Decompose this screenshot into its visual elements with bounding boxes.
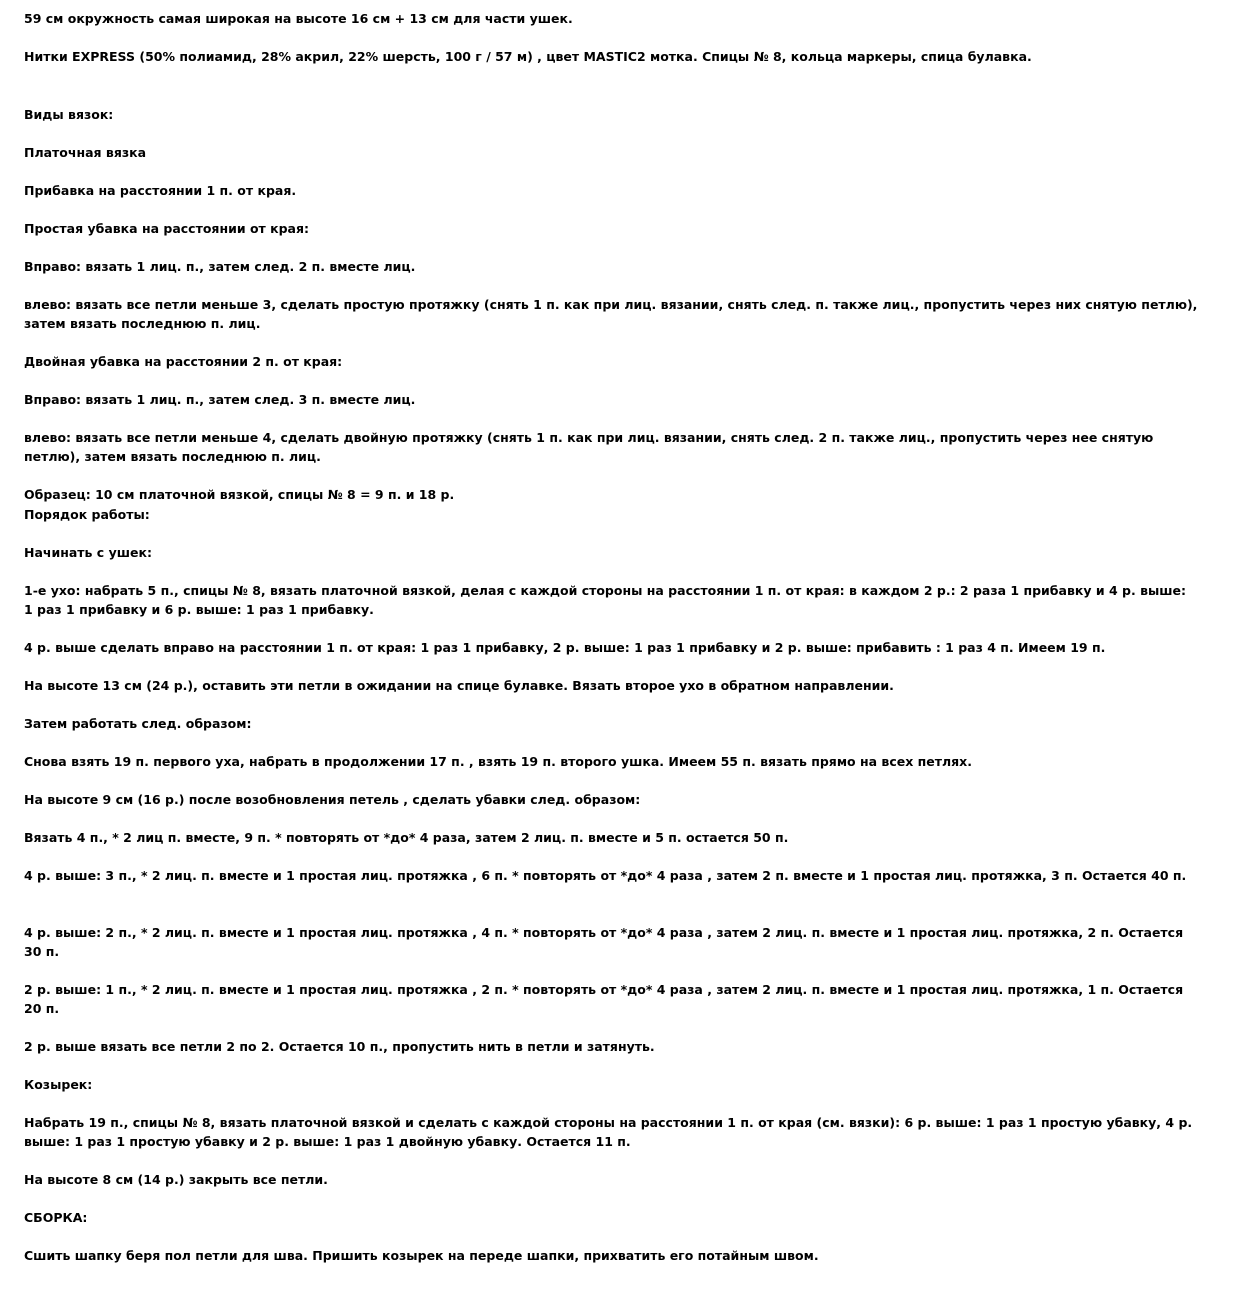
paragraph-garter-stitch: Платочная вязка: [24, 145, 147, 160]
paragraph-right-double: Вправо: вязать 1 лиц. п., затем след. 3 п. вместе лиц.: [24, 392, 416, 407]
paragraph-circumference: 59 см окружность самая широкая на высоте 16 см + 13 см для части ушек.: [24, 11, 573, 26]
paragraph-decrease-1: Вязать 4 п., * 2 лиц п. вместе, 9 п. * повторять от *до* 4 раза, затем 2 лиц. п. вместе и 5 п. остается 50 п.: [24, 830, 789, 845]
paragraph-four-rows: 4 р. выше сделать вправо на расстоянии 1 п. от края: 1 раз 1 прибавку, 2 р. выше: 1 раз 1 прибавку и 2 р. выше: прибавить : 1 раз 4 п. Имеем 19 п.: [24, 640, 1106, 655]
paragraph-assembly: Сшить шапку беря пол петли для шва. Пришить козырек на переде шапки, прихватить его потайным швом.: [24, 1248, 819, 1263]
paragraph-then-work: Затем работать след. образом:: [24, 716, 252, 731]
paragraph-first-ear: 1-е ухо: набрать 5 п., спицы № 8, вязать платочной вязкой, делая с каждой стороны на расстоянии 1 п. от края: в каждом 2 р.: 2 раза 1 прибавку и 4 р. выше: 1 раз 1 прибавку и 6 р. выше: 1 раз 1 прибавку.: [24, 583, 1187, 617]
paragraph-double-decrease: Двойная убавка на расстоянии 2 п. от края:: [24, 354, 343, 369]
paragraph-visor-knit: Набрать 19 п., спицы № 8, вязать платочной вязкой и сделать с каждой стороны на расстоянии 1 п. от края (см. вязки): 6 р. выше: 1 раз 1 простую убавку, 4 р. выше: 1 раз 1 простую убавку и 2 р. выше: 1 раз 1 двойную убавку. Остается 11 п.: [24, 1115, 1193, 1149]
heading-work-order: Порядок работы:: [24, 507, 150, 522]
paragraph-left-double: влево: вязать все петли меньше 4, сделать двойную протяжку (снять 1 п. как при лиц. вязании, снять след. 2 п. также лиц., пропустить через нее снятую петлю), затем вязать последнюю п. лиц.: [24, 430, 1154, 464]
heading-visor: Козырек:: [24, 1077, 93, 1092]
paragraph-decrease-3: 4 р. выше: 2 п., * 2 лиц. п. вместе и 1 простая лиц. протяжка , 4 п. * повторять от *до* 4 раза , затем 2 лиц. п. вместе и 1 простая лиц. протяжка, 2 п. Остается 30 п.: [24, 925, 1184, 959]
paragraph-decrease-4: 2 р. выше: 1 п., * 2 лиц. п. вместе и 1 простая лиц. протяжка , 2 п. * повторять от *до* 4 раза , затем 2 лиц. п. вместе и 1 простая лиц. протяжка, 1 п. Остается 20 п.: [24, 982, 1184, 1016]
paragraph-height-9: На высоте 9 см (16 р.) после возобновления петель , сделать убавки след. образом:: [24, 792, 641, 807]
paragraph-height-13: На высоте 13 см (24 р.), оставить эти петли в ожидании на спице булавке. Вязать второе ухо в обратном направлении.: [24, 678, 894, 693]
paragraph-gauge: Образец: 10 см платочной вязкой, спицы № 8 = 9 п. и 18 р.: [24, 487, 455, 502]
paragraph-visor-bindoff: На высоте 8 см (14 р.) закрыть все петли.: [24, 1172, 328, 1187]
heading-assembly: СБОРКА:: [24, 1210, 88, 1225]
paragraph-decrease-2: 4 р. выше: 3 п., * 2 лиц. п. вместе и 1 простая лиц. протяжка , 6 п. * повторять от *до* 4 раза , затем 2 п. вместе и 1 простая лиц. протяжка, 3 п. Остается 40 п.: [24, 868, 1187, 883]
paragraph-right-simple: Вправо: вязать 1 лиц. п., затем след. 2 п. вместе лиц.: [24, 259, 416, 274]
paragraph-yarn: Нитки EXPRESS (50% полиамид, 28% акрил, 22% шерсть, 100 г / 57 м) , цвет MASTIC2 мотка. Спицы № 8, кольца маркеры, спица булавка.: [24, 49, 1032, 64]
paragraph-increase: Прибавка на расстоянии 1 п. от края.: [24, 183, 297, 198]
paragraph-start-ears: Начинать с ушек:: [24, 545, 152, 560]
paragraph-join-ears: Снова взять 19 п. первого уха, набрать в продолжении 17 п. , взять 19 п. второго ушка. Имеем 55 п. вязать прямо на всех петлях.: [24, 754, 972, 769]
paragraph-left-simple: влево: вязать все петли меньше 3, сделать простую протяжку (снять 1 п. как при лиц. вязании, снять след. п. также лиц., пропустить через них снятую петлю), затем вязать последнюю п. лиц.: [24, 297, 1198, 331]
heading-stitch-types: Виды вязок:: [24, 107, 114, 122]
paragraph-simple-decrease: Простая убавка на расстоянии от края:: [24, 221, 310, 236]
paragraph-finish: 2 р. выше вязать все петли 2 по 2. Остается 10 п., пропустить нить в петли и затянуть.: [24, 1039, 655, 1054]
